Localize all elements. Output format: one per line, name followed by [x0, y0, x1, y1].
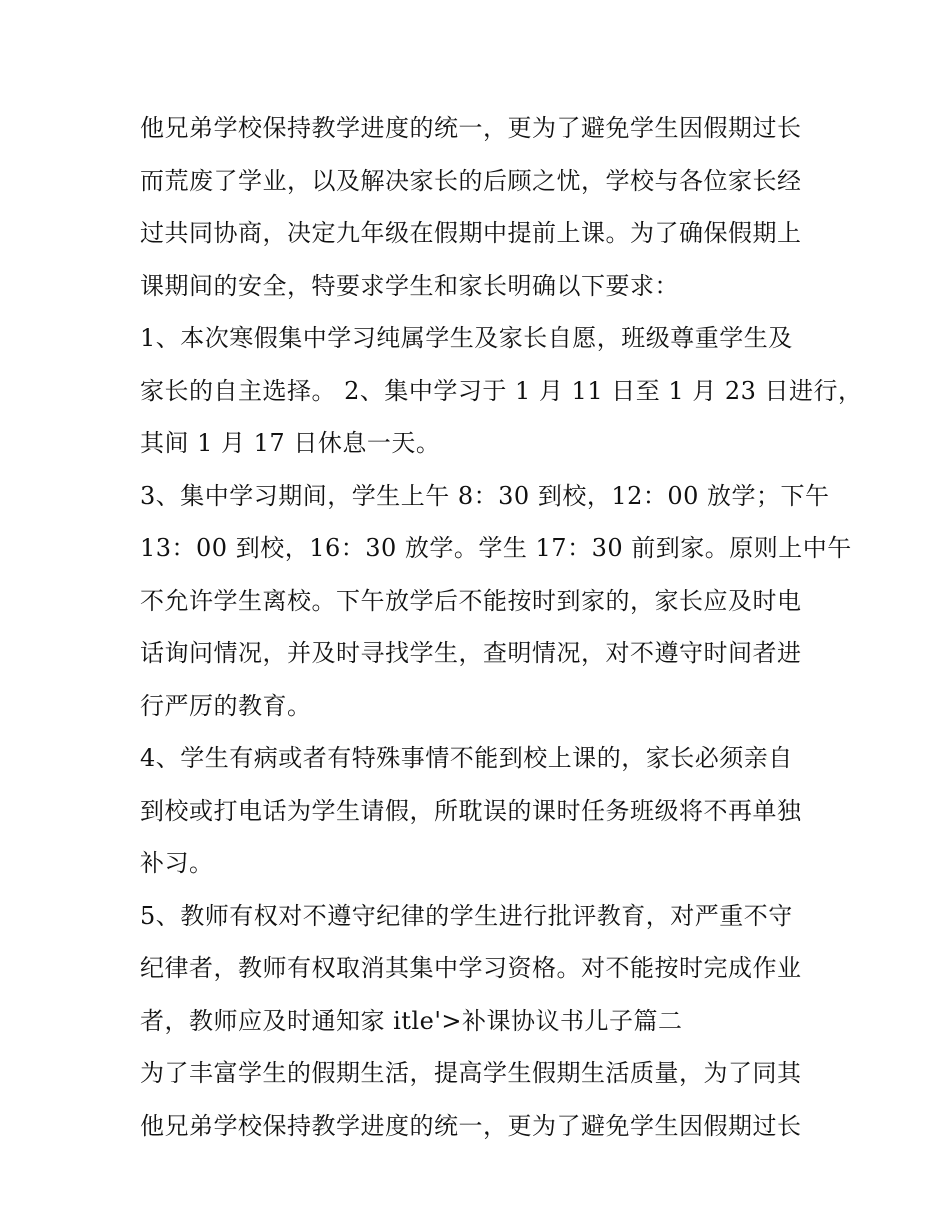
text-line: 为了丰富学生的假期生活，提高学生假期生活质量，为了同其: [140, 1059, 802, 1087]
text-line: 者，教师应及时通知家 itle'>补课协议书儿子篇二: [140, 1006, 683, 1035]
text-line: 3、集中学习期间，学生上午 8：30 到校，12：00 放学；下午: [140, 481, 830, 510]
text-line: 到校或打电话为学生请假，所耽误的课时任务班级将不再单独: [140, 796, 802, 825]
document-body: [140, 102, 863, 1152]
text-line: 纪律者，教师有权取消其集中学习资格。对不能按时完成作业: [140, 954, 802, 982]
text-line: 他兄弟学校保持教学进度的统一，更为了避免学生因假期过长: [140, 1111, 802, 1140]
text-line: 5、教师有权对不遵守纪律的学生进行批评教育，对严重不守: [140, 901, 793, 930]
text-line: 家长的自主选择。 2、集中学习于 1 月 11 日至 1 月 23 日进行，: [140, 376, 863, 405]
text-line: 课期间的安全，特要求学生和家长明确以下要求：: [140, 271, 679, 300]
text-line: 补习。: [140, 849, 214, 877]
text-line: 而荒废了学业，以及解决家长的后顾之忧，学校与各位家长经: [140, 166, 802, 195]
text-line: 过共同协商，决定九年级在假期中提前上课。为了确保假期上: [140, 219, 802, 247]
text-line: 4、学生有病或者有特殊事情不能到校上课的，家长必须亲自: [140, 744, 793, 772]
text-line: 1、本次寒假集中学习纯属学生及家长自愿，班级尊重学生及: [140, 324, 793, 352]
text-line: 其间 1 月 17 日休息一天。: [140, 429, 441, 457]
text-line: 13：00 到校，16：30 放学。学生 17：30 前到家。原则上中午: [140, 534, 852, 562]
text-line: 行严厉的教育。: [140, 691, 312, 720]
text-line: 不允许学生离校。下午放学后不能按时到家的，家长应及时电: [140, 586, 802, 615]
text-line: 他兄弟学校保持教学进度的统一，更为了避免学生因假期过长: [140, 114, 802, 142]
text-line: 话询问情况，并及时寻找学生，查明情况，对不遵守时间者进: [140, 639, 802, 667]
